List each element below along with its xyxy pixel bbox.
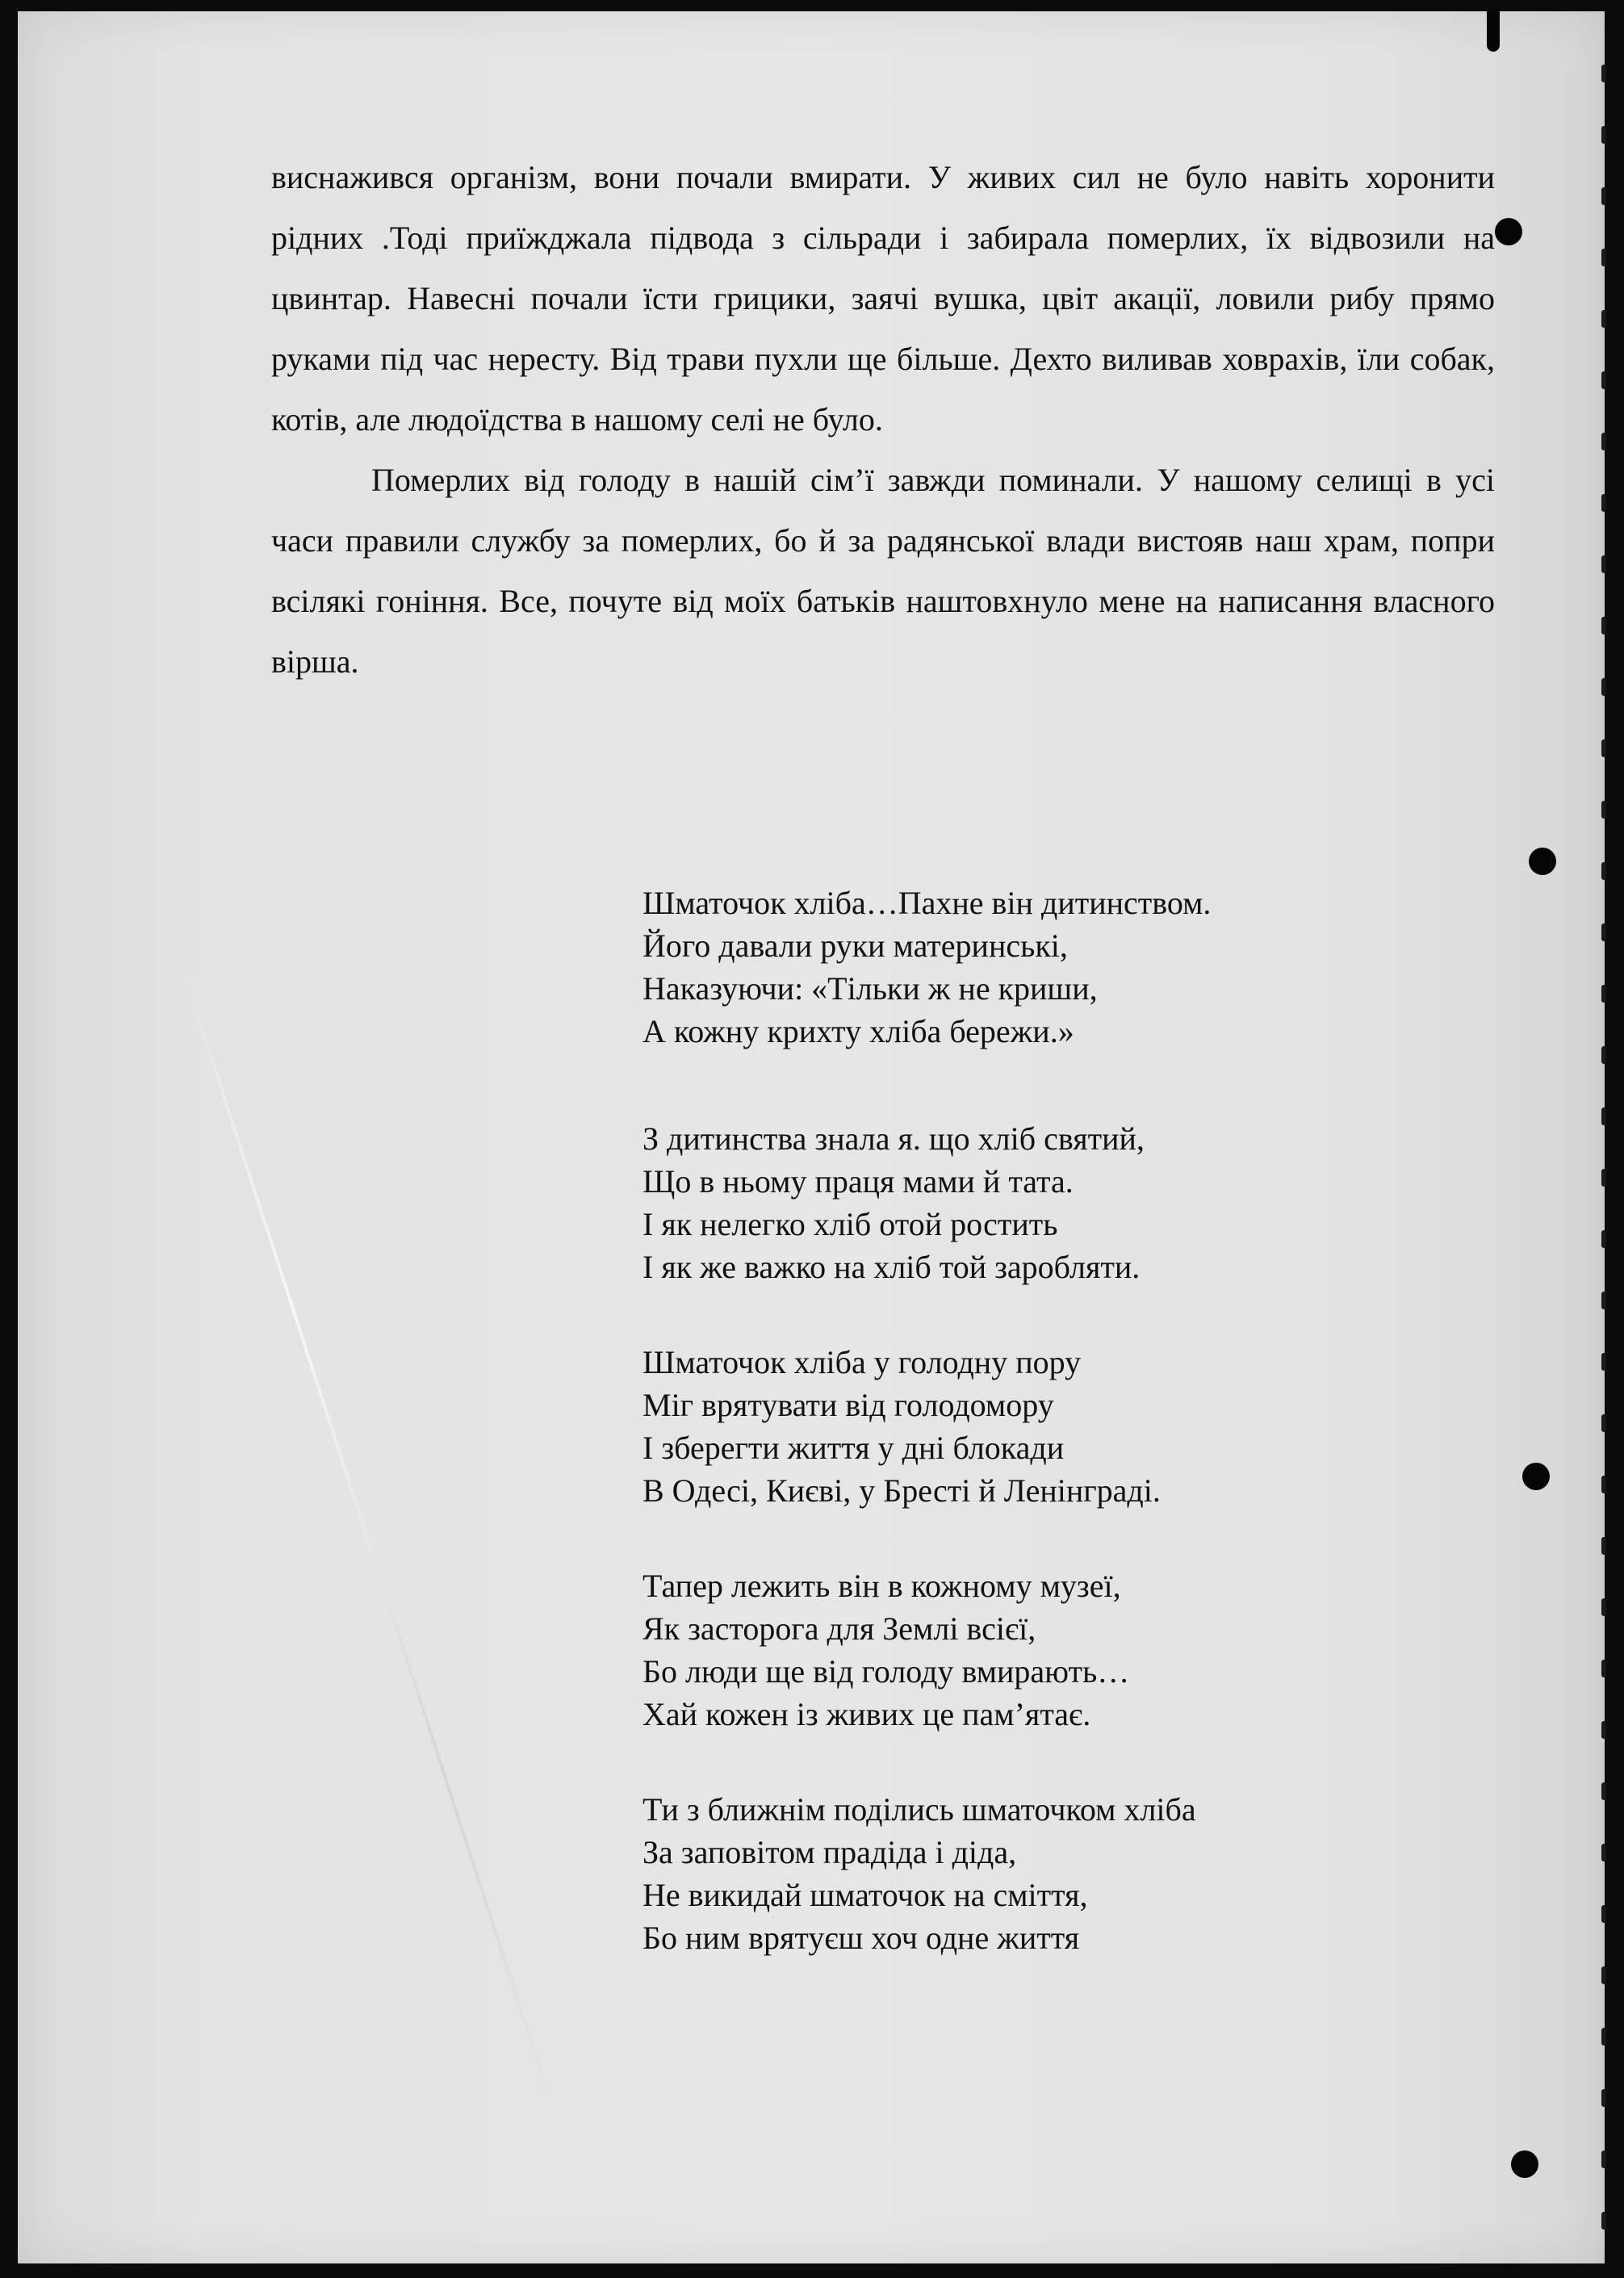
paper-crease xyxy=(179,963,556,2116)
binder-tick xyxy=(1601,1046,1606,1064)
poem-line: Його давали руки материнські, xyxy=(642,928,1068,964)
binder-tick xyxy=(1601,1414,1606,1432)
poem-stanza xyxy=(642,1341,1450,1512)
poem-line: Шматочок хліба у голодну пору xyxy=(642,1344,1082,1380)
binder-tick xyxy=(1601,310,1606,328)
poem-line: І зберегти життя у дні блокади xyxy=(642,1430,1065,1466)
poem-line: Шматочок хліба…Пахне він дитинством. xyxy=(642,885,1212,921)
poem-line: В Одесі, Києві, у Бресті й Ленінграді. xyxy=(642,1472,1161,1509)
poem-line: Міг врятувати від голодомору xyxy=(642,1387,1054,1423)
poem-line: І як же важко на хліб той заробляти. xyxy=(642,1249,1141,1285)
binder-tick xyxy=(1601,1598,1606,1616)
binder-tick xyxy=(1601,494,1606,512)
poem-line: З дитинства знала я. що хліб святий, xyxy=(642,1120,1145,1157)
binder-tick xyxy=(1601,1844,1606,1861)
poem-line: Наказуючи: «Тільки ж не криши, xyxy=(642,970,1098,1007)
binder-tick xyxy=(1601,801,1606,819)
poem-line: А кожну крихту хліба бережи.» xyxy=(642,1013,1074,1049)
binder-tick xyxy=(1601,1353,1606,1371)
punch-hole xyxy=(1511,2150,1538,2178)
poem-stanza xyxy=(642,1564,1450,1736)
poem-stanza xyxy=(642,881,1450,1053)
poem-line: Ти з ближнім поділись шматочком хліба xyxy=(642,1791,1196,1828)
binder-tick xyxy=(1601,187,1606,205)
poem-line: Що в ньому праця мами й тата. xyxy=(642,1163,1074,1200)
poem-stanza xyxy=(642,1117,1450,1288)
poem-line: Не викидай шматочок на сміття, xyxy=(642,1877,1088,1913)
binder-tick xyxy=(1601,2028,1606,2046)
poem-line: Бо ним врятуєш хоч одне життя xyxy=(642,1920,1080,1956)
binder-tick xyxy=(1601,1905,1606,1923)
binder-tick xyxy=(1601,1660,1606,1677)
ink-mark xyxy=(1487,11,1500,52)
binder-tick xyxy=(1601,985,1606,1003)
punch-hole xyxy=(1522,1463,1550,1490)
poem-line: Як засторога для Землі всієї, xyxy=(642,1610,1036,1647)
binder-tick xyxy=(1601,1966,1606,1984)
binder-tick xyxy=(1601,2089,1606,2107)
binder-tick xyxy=(1601,923,1606,941)
binder-tick xyxy=(1601,1721,1606,1739)
poem-line: За заповітом прадіда і діда, xyxy=(642,1834,1017,1870)
punch-hole xyxy=(1495,218,1522,245)
binder-tick xyxy=(1601,2212,1606,2230)
binder-tick xyxy=(1601,126,1606,144)
poem xyxy=(642,881,1450,2012)
binder-tick xyxy=(1601,617,1606,634)
binder-tick xyxy=(1601,678,1606,696)
binder-tick xyxy=(1601,249,1606,266)
paragraph: Померлих від голоду в нашій сім’ї завжди поминали. У нашому селищі в усі часи правили службу за померлих, бо й за радянської влади вистояв наш храм, попри всілякі гоніння. Все, почуте від моїх батьків наштовхнуло мене на написання власного вірша. xyxy=(271,462,1495,680)
poem-line: І як нелегко хліб отой ростить xyxy=(642,1206,1058,1242)
poem-line: Хай кожен із живих це пам’ятає. xyxy=(642,1696,1091,1732)
paragraph: виснажився організм, вони почали вмирати. У живих сил не було навіть хоронити рідних .Тоді приїжджала підвода з сільради і забирала померлих, їх відвозили на цвинтар. Навесні почали їсти грицики, заячі вушка, цвіт акації, ловили рибу прямо руками під час нересту. Від трави пухли ще більше. Дехто виливав ховрахів, їли собак, котів, але людоїдства в нашому селі не було. xyxy=(271,159,1495,438)
binder-tick xyxy=(1601,1230,1606,1248)
binder-tick xyxy=(1601,1292,1606,1309)
binder-tick xyxy=(1601,433,1606,450)
binder-tick xyxy=(1601,1537,1606,1555)
prose-section xyxy=(271,147,1495,692)
binder-tick xyxy=(1601,1476,1606,1493)
punch-hole xyxy=(1529,848,1556,875)
binder-tick xyxy=(1601,555,1606,573)
binder-tick xyxy=(1601,1169,1606,1187)
binder-tick xyxy=(1601,1782,1606,1800)
binder-tick xyxy=(1601,371,1606,389)
poem-stanza xyxy=(642,1788,1450,1959)
binder-tick xyxy=(1601,1108,1606,1125)
binder-tick xyxy=(1601,2150,1606,2168)
poem-line: Тапер лежить він в кожному музеї, xyxy=(642,1568,1121,1604)
binder-tick xyxy=(1601,862,1606,880)
poem-line: Бо люди ще від голоду вмирають… xyxy=(642,1653,1130,1690)
binder-tick xyxy=(1601,739,1606,757)
binder-tick xyxy=(1601,65,1606,82)
